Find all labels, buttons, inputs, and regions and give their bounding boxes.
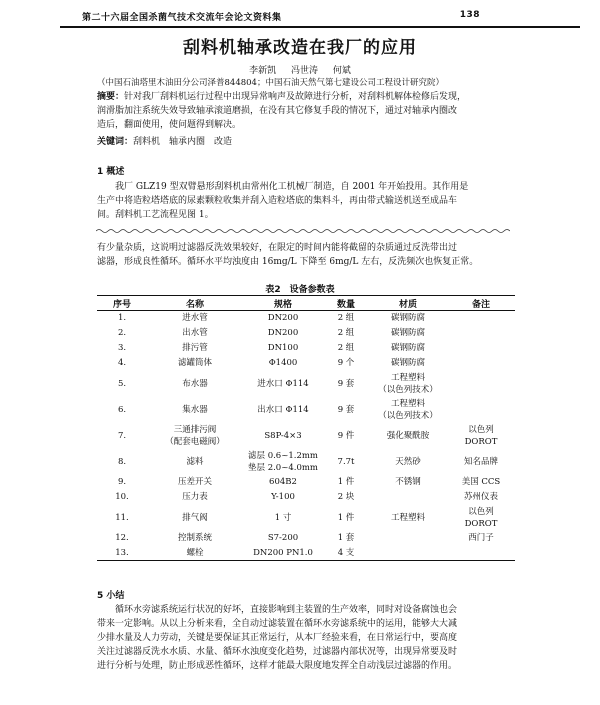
equipment-note-line: 以色列 <box>468 424 494 435</box>
equipment-material-line: 碳钢防腐 <box>390 358 425 368</box>
equipment-spec <box>243 341 323 356</box>
column-header: 材质 <box>369 296 447 311</box>
equipment-name <box>147 326 243 341</box>
row-number: 8. <box>117 456 127 467</box>
row-number: 4. <box>117 358 127 368</box>
equipment-material-line: 工程塑料 <box>390 398 425 409</box>
equipment-name <box>147 475 243 490</box>
equipment-spec-line: DN200 <box>267 313 299 324</box>
equipment-name <box>147 311 243 326</box>
equipment-quantity: 2 组 <box>337 313 355 324</box>
equipment-material <box>369 490 447 505</box>
equipment-name <box>147 341 243 356</box>
equipment-note-line: 以色列 <box>468 506 494 517</box>
author: 何斌 <box>332 66 351 76</box>
equipment-note <box>447 546 515 561</box>
column-header: 数量 <box>323 296 369 311</box>
equipment-spec-line: 604B2 <box>269 477 297 487</box>
equipment-name-line: 滤罐筒体 <box>177 358 212 368</box>
body-line: 间。刮料机工艺流程见图 1。 <box>97 210 214 220</box>
equipment-name <box>147 505 243 531</box>
body-line: 滤器，形成良性循环。循环水平均浊度由 16mg/L 下降至 6mg/L 左右，反洗频次也恢复正常。 <box>97 257 479 267</box>
row-number: 10. <box>115 492 129 502</box>
equipment-name-line: 布水器 <box>182 378 208 389</box>
equipment-note-line: 西门子 <box>468 533 494 543</box>
equipment-spec-line: S7-200 <box>267 533 299 543</box>
equipment-note <box>447 371 515 397</box>
equipment-material-line: 工程塑料 <box>390 372 425 383</box>
row-number: 11. <box>115 512 129 523</box>
body-line: 关注过滤器反洗水水质、水量、循环水浊度变化趋势，过滤器内部状况等，出现异常要及时 <box>97 647 458 657</box>
equipment-name <box>147 423 243 449</box>
equipment-note <box>447 475 515 490</box>
equipment-spec <box>243 397 323 423</box>
equipment-quantity: 9 套 <box>337 378 355 389</box>
body-line: 我厂 GLZ19 型双臂悬形刮料机由常州化工机械厂制造，自 2001 年开始投用。其作用是 <box>115 182 469 192</box>
equipment-quantity: 9 件 <box>337 430 355 441</box>
paper-title: 刮料机轴承改造在我厂的应用 <box>183 38 417 58</box>
equipment-name-line: 进水管 <box>182 313 208 324</box>
equipment-note <box>447 490 515 505</box>
table-header-row <box>97 296 515 311</box>
equipment-material <box>369 505 447 531</box>
equipment-note-line: DOROT <box>464 436 498 447</box>
keywords-text: 刮料机 轴承内圈 改造 <box>133 137 233 147</box>
equipment-note <box>447 449 515 475</box>
equipment-quantity: 9 套 <box>337 404 355 415</box>
equipment-spec-line: 1 寸 <box>274 512 292 523</box>
equipment-quantity: 9 个 <box>337 358 355 368</box>
equipment-spec <box>243 505 323 531</box>
page-break-wave <box>96 228 510 234</box>
running-header-title: 第二十六届全国杀菌气技术交流年会论文资料集 <box>82 13 282 23</box>
abstract-line: 润滑脂加注系统失效导致轴承滚道磨损，在没有其它修复手段的情况下，通过对轴承内圈改 <box>97 106 458 116</box>
table-row <box>97 423 515 449</box>
column-header: 名称 <box>147 296 243 311</box>
equipment-material <box>369 423 447 449</box>
equipment-spec-line: Φ1400 <box>268 358 298 368</box>
table-row <box>97 490 515 505</box>
body-line: 进行分析与处理，防止形成恶性循环，这样才能最大限度地发挥全自动浅层过滤器的作用。 <box>97 661 458 671</box>
equipment-name-line: 控制系统 <box>177 533 212 543</box>
equipment-quantity: 4 支 <box>337 547 355 558</box>
equipment-table <box>97 295 515 561</box>
row-number: 13. <box>115 547 129 558</box>
table-row <box>97 449 515 475</box>
row-number: 2. <box>117 328 127 338</box>
equipment-name <box>147 356 243 371</box>
equipment-quantity: 1 套 <box>337 533 355 543</box>
table-row <box>97 475 515 490</box>
equipment-note <box>447 397 515 423</box>
affiliation: （中国石油塔里木油田分公司泽普844804；中国石油天然气第七建设公司工程设计研究院） <box>97 78 444 88</box>
equipment-quantity: 1 件 <box>337 512 355 523</box>
abstract-line: 造后，翻面使用，使问题得到解决。 <box>97 120 242 130</box>
equipment-spec <box>243 546 323 561</box>
equipment-note-line: 美国 CCS <box>461 477 501 487</box>
equipment-material-line: 碳钢防腐 <box>390 343 425 353</box>
equipment-quantity: 2 组 <box>337 328 355 338</box>
row-number: 3. <box>117 343 127 353</box>
table-row <box>97 505 515 531</box>
equipment-material <box>369 531 447 546</box>
equipment-spec <box>243 531 323 546</box>
equipment-note <box>447 341 515 356</box>
equipment-spec <box>243 423 323 449</box>
equipment-material <box>369 341 447 356</box>
equipment-name-line: 排气阀 <box>182 512 208 523</box>
equipment-material <box>369 311 447 326</box>
body-line: 有少量杂质，这说明过滤器反洗效果较好，在限定的时间内能将截留的杂质通过反洗带出过 <box>97 243 458 253</box>
equipment-name-line: 排污管 <box>182 343 208 353</box>
section-5-heading: 5 小结 <box>97 591 125 601</box>
table-row <box>97 341 515 356</box>
equipment-note-line: 知名品牌 <box>463 456 498 467</box>
abstract-label: 摘要： <box>97 92 125 102</box>
equipment-name <box>147 371 243 397</box>
equipment-material <box>369 371 447 397</box>
equipment-spec-line: 出水口 Φ114 <box>257 404 309 415</box>
table-row <box>97 397 515 423</box>
table-row <box>97 326 515 341</box>
table-row <box>97 311 515 326</box>
author: 冯世涛 <box>290 66 318 76</box>
section-5-body <box>97 603 517 673</box>
equipment-note <box>447 531 515 546</box>
equipment-material <box>369 326 447 341</box>
equipment-spec-line: S8P-4×3 <box>264 430 302 441</box>
body-line: 生产中将造粒塔塔底的尿素颗粒收集并刮入造粒塔底的集料斗，再由带式输送机送至成品车 <box>97 196 458 206</box>
row-number: 5. <box>117 378 127 389</box>
row-number: 9. <box>117 477 127 487</box>
equipment-spec-line: DN200 PN1.0 <box>253 547 313 558</box>
body-line: 少排水量及人力劳动，关键是要保证其正常运行，从本厂经验来看，在日常运行中，要高度 <box>97 633 458 643</box>
row-number: 6. <box>117 404 127 415</box>
table-row <box>97 371 515 397</box>
equipment-name <box>147 546 243 561</box>
section-1-body <box>97 180 517 222</box>
equipment-spec <box>243 475 323 490</box>
equipment-material <box>369 475 447 490</box>
equipment-name-line: 压力表 <box>182 492 208 502</box>
equipment-spec <box>243 449 323 475</box>
equipment-name <box>147 449 243 475</box>
authors <box>0 63 600 76</box>
keywords <box>97 135 232 149</box>
equipment-name-line: 三通排污阀 <box>173 424 217 435</box>
abstract <box>97 90 517 132</box>
equipment-material <box>369 449 447 475</box>
equipment-spec <box>243 371 323 397</box>
equipment-spec-line: 进水口 Φ114 <box>257 378 309 389</box>
column-header: 规格 <box>243 296 323 311</box>
equipment-material <box>369 356 447 371</box>
running-header <box>60 8 580 28</box>
keywords-label: 关键词： <box>97 137 134 147</box>
table-row <box>97 356 515 371</box>
equipment-note <box>447 326 515 341</box>
equipment-quantity: 1 件 <box>337 477 355 487</box>
equipment-quantity: 7.7t <box>337 456 355 467</box>
equipment-material <box>369 546 447 561</box>
column-header: 备注 <box>447 296 515 311</box>
equipment-note-line: DOROT <box>464 518 498 529</box>
continuation-paragraph <box>97 241 517 269</box>
equipment-material-line: 碳钢防腐 <box>390 328 425 338</box>
equipment-material-line: 碳钢防腐 <box>390 313 425 324</box>
abstract-line: 针对我厂刮料机运行过程中出现异常响声及故障进行分析，对刮料机解体检修后发现， <box>124 92 467 102</box>
equipment-material-line: （以色列技术） <box>378 384 438 395</box>
author: 李新凯 <box>249 66 277 76</box>
equipment-material-line: 天然砂 <box>395 456 421 467</box>
equipment-name-line: 集水器 <box>182 404 208 415</box>
equipment-material-line: （以色列技术） <box>378 410 438 421</box>
equipment-note <box>447 505 515 531</box>
equipment-material-line: 不锈钢 <box>395 477 421 487</box>
equipment-material-line: 强化聚酰胺 <box>386 430 430 441</box>
body-line: 带来一定影响。从以上分析来看，全自动过滤装置在循环水旁滤系统中的运用，能够大大减 <box>97 619 458 629</box>
equipment-material-line: 工程塑料 <box>390 512 425 523</box>
row-number: 1. <box>117 313 127 324</box>
equipment-spec <box>243 311 323 326</box>
table-body <box>97 311 515 561</box>
equipment-name <box>147 531 243 546</box>
equipment-note <box>447 423 515 449</box>
column-header: 序号 <box>97 296 147 311</box>
equipment-note-line: 苏州仪表 <box>463 492 498 502</box>
equipment-quantity: 2 组 <box>337 343 355 353</box>
equipment-name <box>147 397 243 423</box>
equipment-note <box>447 311 515 326</box>
table-row <box>97 531 515 546</box>
page-number: 138 <box>459 10 480 20</box>
equipment-spec-line: Y-100 <box>271 492 295 502</box>
equipment-spec <box>243 490 323 505</box>
equipment-spec <box>243 356 323 371</box>
row-number: 12. <box>115 533 129 543</box>
equipment-material <box>369 397 447 423</box>
equipment-name-line: 出水管 <box>182 328 208 338</box>
equipment-spec-line: 垫层 2.0~4.0mm <box>248 462 318 473</box>
equipment-spec-line: DN100 <box>267 343 299 353</box>
table-caption: 表2 设备参数表 <box>265 285 335 295</box>
equipment-note <box>447 356 515 371</box>
equipment-name-line: 滤料 <box>186 456 204 467</box>
table-row <box>97 546 515 561</box>
equipment-name-line: 螺栓 <box>186 547 204 558</box>
equipment-quantity: 2 块 <box>337 492 355 502</box>
equipment-name-line: 压差开关 <box>177 477 212 487</box>
equipment-name <box>147 490 243 505</box>
equipment-spec-line: 滤层 0.6~1.2mm <box>248 450 318 461</box>
equipment-spec-line: DN200 <box>267 328 299 338</box>
equipment-name-line: （配套电磁阀） <box>165 436 225 447</box>
row-number: 7. <box>117 430 127 441</box>
body-line: 循环水旁滤系统运行状况的好坏，直接影响到主装置的生产效率，同时对设备腐蚀也会 <box>115 605 458 615</box>
equipment-spec <box>243 326 323 341</box>
section-1-heading: 1 概述 <box>97 167 125 177</box>
